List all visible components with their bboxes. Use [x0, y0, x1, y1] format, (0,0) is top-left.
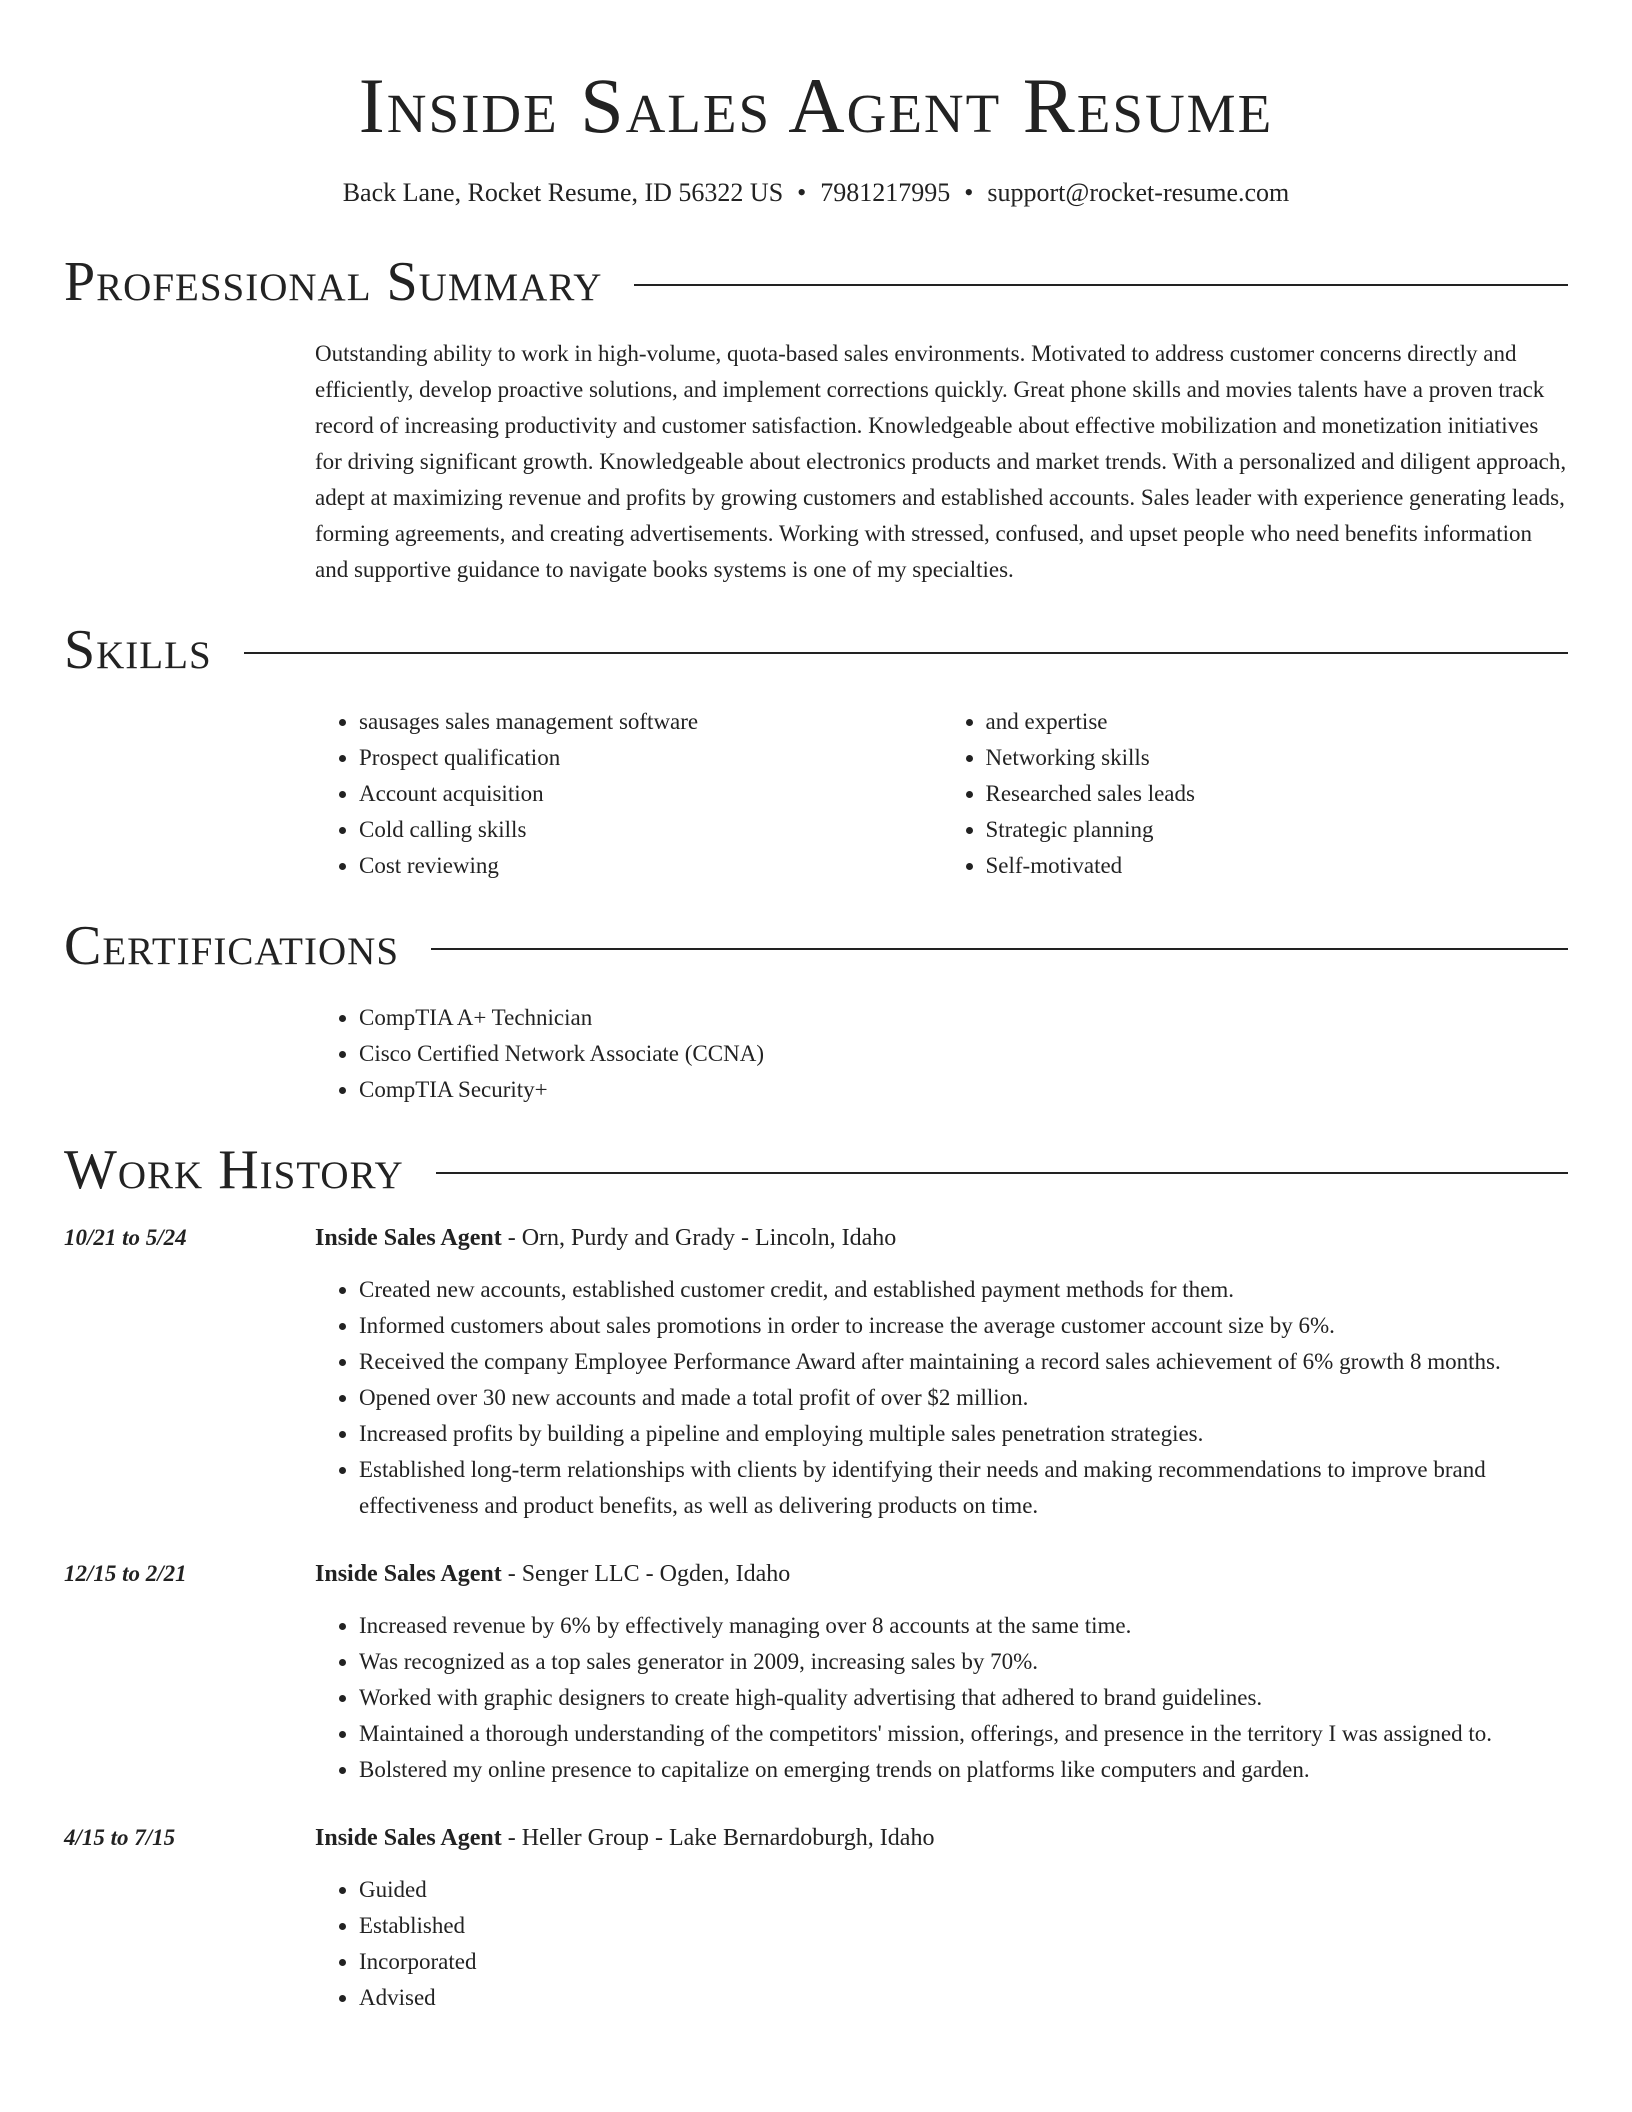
skills-body — [315, 704, 1568, 884]
certifications-body — [315, 1000, 1568, 1108]
certification-item: • CompTIA A+ Technician — [359, 1000, 1568, 1036]
job-role: Inside Sales Agent — [315, 1561, 502, 1587]
job-bullet: • Bolstered my online presence to capitalize on emerging trends on platforms like computers and garden. — [359, 1752, 1568, 1788]
section-divider — [244, 652, 1568, 654]
skill-item: • Cold calling skills — [359, 812, 942, 848]
summary-text: Outstanding ability to work in high-volume, quota-based sales environments. Motivated to address customer concerns directly and efficiently, develop proactive solutions, and implement corrections quickly. Great phone skills and movies talents have a proven track record of increasing productivity and customer satisfaction. Knowledgeable about effective mobilization and monetization initiatives for driving significant growth. Knowledgeable about electronics products and market trends. With a personalized and diligent approach, adept at maximizing revenue and profits by growing customers and established accounts. Sales leader with experience generating leads, forming agreements, and creating advertisements. Working with stressed, confused, and upset people who need benefits information and supportive guidance to navigate books systems is one of my specialties. — [315, 341, 1567, 582]
skill-item: • Cost reviewing — [359, 848, 942, 884]
work-section-header — [64, 1140, 1568, 1200]
job-bullets — [315, 1872, 1568, 2016]
job-heading — [315, 1556, 1568, 1592]
job-content — [315, 1220, 1568, 1524]
skill-item: • Strategic planning — [986, 812, 1569, 848]
contact-line — [64, 178, 1568, 208]
job-content — [315, 1556, 1568, 1788]
job-bullet: • Guided — [359, 1872, 1568, 1908]
job-role: Inside Sales Agent — [315, 1225, 502, 1251]
job-bullet: • Created new accounts, established customer credit, and established payment methods for them. — [359, 1272, 1568, 1308]
job-entry — [64, 1556, 1568, 1788]
job-bullet: • Increased revenue by 6% by effectively managing over 8 accounts at the same time. — [359, 1608, 1568, 1644]
skills-grid — [315, 704, 1568, 884]
skills-left-list — [315, 704, 942, 884]
skill-item: • and expertise — [986, 704, 1569, 740]
contact-email: support@rocket-resume.com — [987, 178, 1290, 207]
job-bullets — [315, 1272, 1568, 1524]
certifications-section-header — [64, 916, 1568, 976]
certification-item: • CompTIA Security+ — [359, 1072, 1568, 1108]
job-dates: 12/15 to 2/21 — [64, 1561, 187, 1586]
job-dates: 4/15 to 7/15 — [64, 1825, 176, 1850]
job-heading — [315, 1820, 1568, 1856]
job-bullet: • Advised — [359, 1980, 1568, 2016]
job-bullets — [315, 1608, 1568, 1788]
resume-page — [64, 0, 1568, 2016]
work-heading: Work History — [64, 1139, 404, 1201]
resume-title: Inside Sales Agent Resume — [358, 62, 1274, 149]
job-details: - Senger LLC - Ogden, Idaho — [501, 1561, 791, 1587]
skill-item: • Networking skills — [986, 740, 1569, 776]
job-bullet: • Established — [359, 1908, 1568, 1944]
skill-item: • Researched sales leads — [986, 776, 1569, 812]
job-bullet: • Increased profits by building a pipeline and employing multiple sales penetration strategies. — [359, 1416, 1568, 1452]
contact-address: Back Lane, Rocket Resume, ID 56322 US — [342, 178, 784, 207]
job-heading — [315, 1220, 1568, 1256]
skill-item: • Prospect qualification — [359, 740, 942, 776]
summary-body — [315, 336, 1568, 588]
job-bullet: • Maintained a thorough understanding of the competitors' mission, offerings, and presence in the territory I was assigned to. — [359, 1716, 1568, 1752]
job-dates: 10/21 to 5/24 — [64, 1225, 187, 1250]
section-divider — [634, 284, 1568, 286]
section-divider — [436, 1172, 1568, 1174]
skills-heading: Skills — [64, 619, 212, 681]
skill-item: • Account acquisition — [359, 776, 942, 812]
job-bullet: • Worked with graphic designers to create high-quality advertising that adhered to brand guidelines. — [359, 1680, 1568, 1716]
job-bullet: • Informed customers about sales promotions in order to increase the average customer account size by 6%. — [359, 1308, 1568, 1344]
certifications-heading: Certifications — [64, 915, 400, 977]
job-role: Inside Sales Agent — [315, 1825, 502, 1851]
section-divider — [431, 948, 1568, 950]
certification-item: • Cisco Certified Network Associate (CCNA) — [359, 1036, 1568, 1072]
summary-section-header — [64, 252, 1568, 312]
job-entry — [64, 1220, 1568, 1524]
job-bullet: • Established long-term relationships with clients by identifying their needs and making recommendations to improve brand effectiveness and product benefits, as well as delivering products on time. — [359, 1452, 1568, 1524]
job-bullet: • Incorporated — [359, 1944, 1568, 1980]
skill-item: • sausages sales management software — [359, 704, 942, 740]
skills-right-list — [942, 704, 1569, 884]
summary-heading: Professional Summary — [64, 251, 603, 313]
contact-separator: • — [964, 178, 974, 207]
job-bullet: • Received the company Employee Performance Award after maintaining a record sales achievement of 6% growth 8 months. — [359, 1344, 1568, 1380]
job-details: - Orn, Purdy and Grady - Lincoln, Idaho — [501, 1225, 897, 1251]
job-details: - Heller Group - Lake Bernardoburgh, Idaho — [501, 1825, 935, 1851]
skills-section-header — [64, 620, 1568, 680]
certifications-list — [315, 1000, 1568, 1108]
job-content — [315, 1820, 1568, 2016]
job-bullet: • Was recognized as a top sales generator in 2009, increasing sales by 70%. — [359, 1644, 1568, 1680]
skill-item: • Self-motivated — [986, 848, 1569, 884]
contact-separator: • — [797, 178, 807, 207]
contact-phone: 7981217995 — [820, 178, 951, 207]
job-bullet: • Opened over 30 new accounts and made a total profit of over $2 million. — [359, 1380, 1568, 1416]
job-entry — [64, 1820, 1568, 2016]
